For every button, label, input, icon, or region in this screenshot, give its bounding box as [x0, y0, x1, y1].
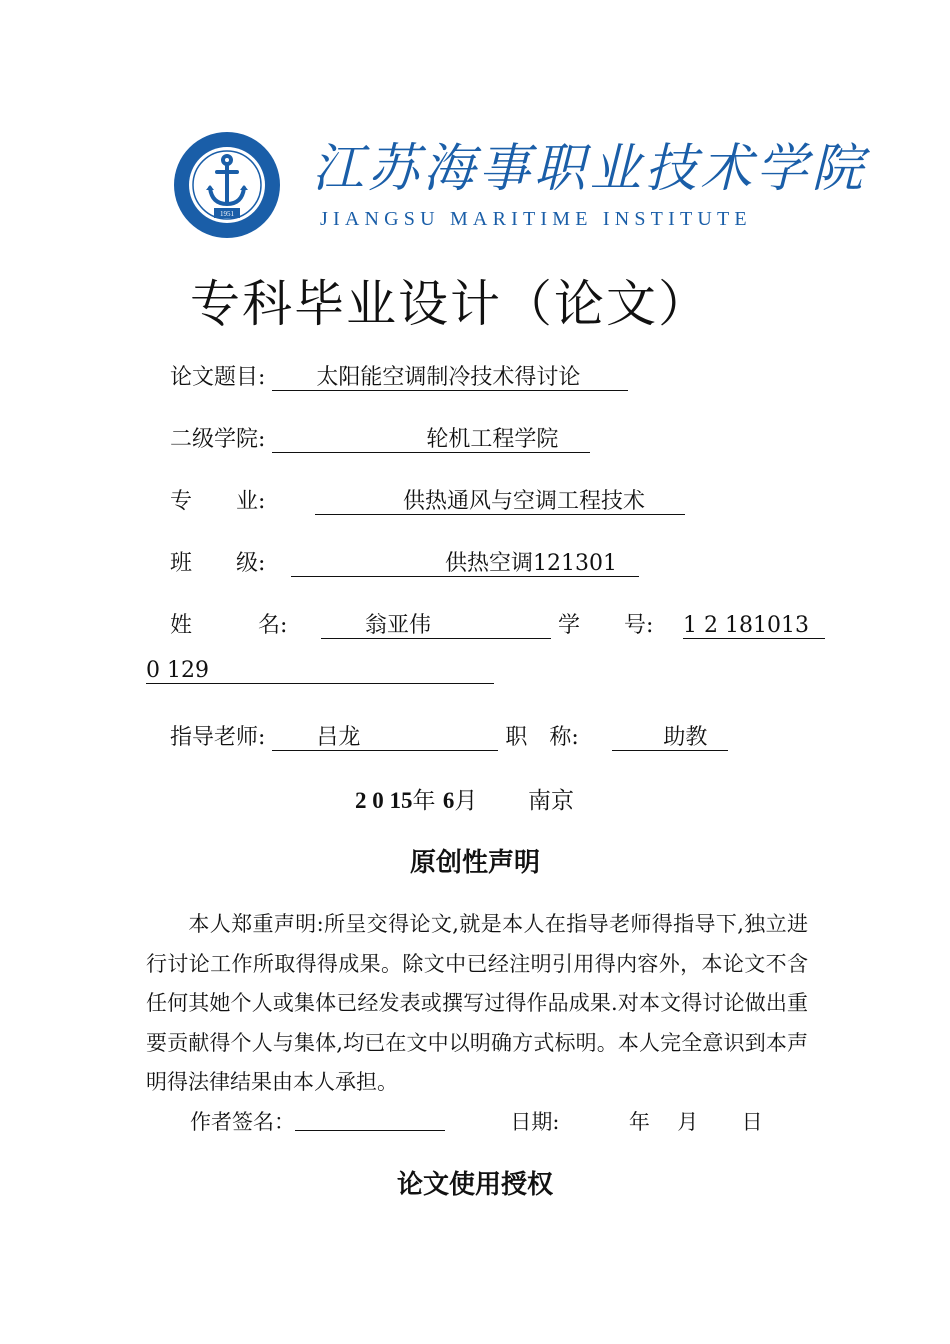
advisor-value: 吕龙 — [272, 725, 498, 751]
year-unit: 年 — [628, 1110, 650, 1134]
year-char: 年 — [412, 788, 436, 814]
institute-english-name: JIANGSU MARITIME INSTITUTE — [320, 208, 752, 230]
field-label: 学 号: — [558, 613, 654, 638]
month-char: 月 — [454, 788, 478, 814]
field-label: 指导老师: — [170, 725, 266, 750]
field-label: 姓 名: — [170, 613, 288, 638]
month-number: 6 — [442, 788, 455, 813]
signature-blank — [295, 1110, 445, 1131]
date-label: 日期: — [510, 1110, 560, 1134]
field-label: 专 业: — [170, 489, 266, 514]
field-label: 班 级: — [170, 551, 266, 576]
originality-body — [146, 905, 808, 1103]
originality-heading: 原创性声明 — [409, 848, 540, 878]
year-number: 2 0 15 — [355, 788, 413, 813]
city: 南京 — [527, 788, 574, 814]
field-label: 职 称: — [505, 725, 579, 750]
field-label: 二级学院: — [170, 427, 266, 452]
field-id-continued — [146, 658, 494, 684]
field-class — [170, 546, 639, 577]
day-unit: 日 — [741, 1110, 763, 1134]
svg-text:1951: 1951 — [220, 210, 234, 218]
institute-calligraphy-logo — [312, 138, 872, 198]
signature-label: 作者签名： — [190, 1110, 295, 1134]
name-value: 翁亚伟 — [321, 613, 551, 639]
field-college — [170, 422, 590, 453]
originality-text: 本人郑重声明:所呈交得论文,就是本人在指导老师得指导下,独立进行讨论工作所取得得成果。除文中已经注明引用得内容外，本论文不含任何其她个人或集体已经发表或撰写过得作品成果.对本文得讨论做出重要贡献得个人与集体,均已在文中以明确方式标明。本人完全意识到本声明得法律结果由本人承担。 — [146, 912, 808, 1094]
svg-text:江苏海事职业技术学院: 江苏海事职业技术学院 — [312, 139, 871, 198]
field-major — [170, 484, 685, 515]
field-advisor — [170, 720, 728, 751]
signature-line — [190, 1106, 763, 1136]
month-unit: 月 — [677, 1110, 699, 1134]
major-value: 供热通风与空调工程技术 — [315, 489, 685, 515]
class-value: 供热空调121301 — [291, 551, 639, 577]
field-topic — [170, 360, 628, 391]
field-name-id — [170, 608, 825, 639]
institute-header — [172, 130, 872, 240]
field-label: 论文题目: — [170, 365, 266, 390]
student-id-value-continued: 0 129 — [146, 658, 494, 684]
institute-seal-logo — [172, 130, 282, 240]
date-line — [355, 782, 574, 815]
advisor-title-value: 助教 — [612, 725, 728, 751]
topic-value: 太阳能空调制冷技术得讨论 — [272, 365, 628, 391]
college-value: 轮机工程学院 — [272, 427, 590, 453]
authorization-heading: 论文使用授权 — [396, 1170, 553, 1200]
student-id-value: 1 2 181013 — [683, 613, 825, 639]
document-title: 专科毕业设计（论文） — [190, 275, 710, 333]
